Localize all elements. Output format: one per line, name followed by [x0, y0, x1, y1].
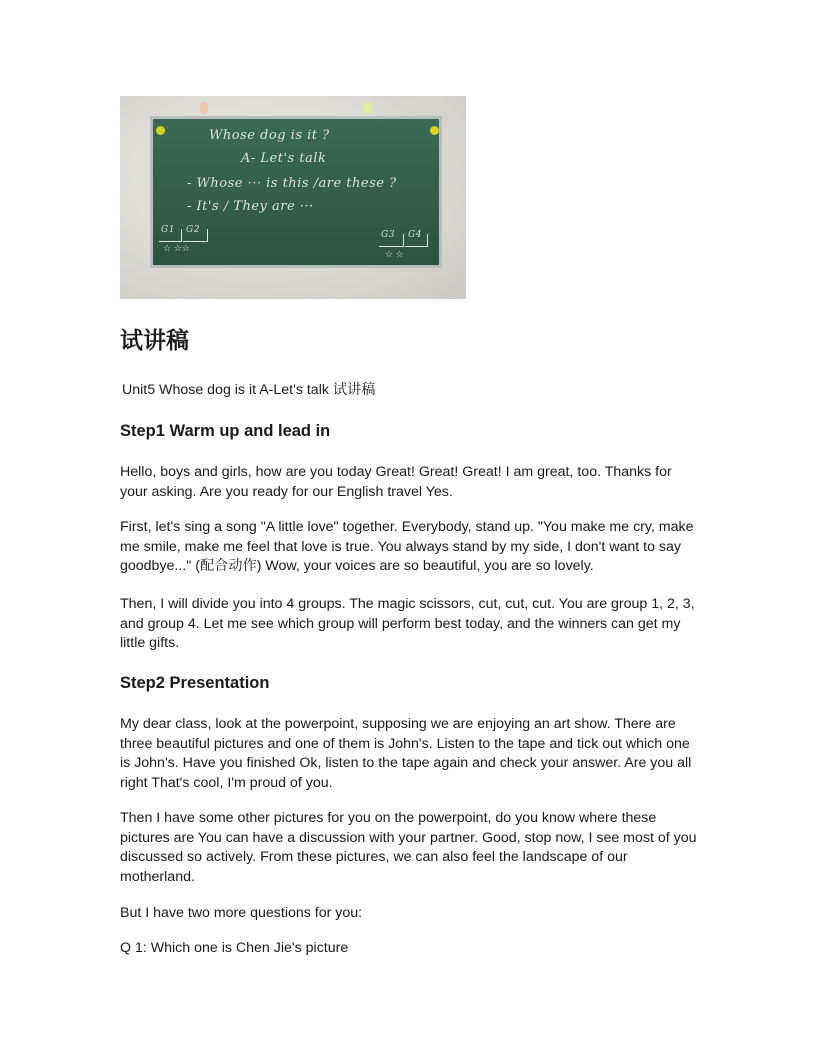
- paragraph: My dear class, look at the powerpoint, supposing we are enjoying an art show. There are three beautiful pictures and one of them is John's. Listen to the tape and tick out which one is John's. Have you finished Ok, listen to the tape again and check your answer. Are you all right That's cool, I'm proud of you.: [120, 716, 692, 791]
- paragraph: Then, I will divide you into 4 groups. The magic scissors, cut, cut, cut. You are group 1, 2, 3, and group 4. Let me see which group will perform best today, and the winners can get my little gifts.: [120, 596, 695, 652]
- score-marks-right: ☆ ☆: [385, 249, 404, 259]
- group-label-g3: G3: [381, 230, 395, 240]
- magnet-right: [430, 126, 439, 135]
- group-label-g1: G1: [161, 225, 175, 235]
- page-title: 试讲稿: [120, 328, 189, 354]
- blackboard-photo: [120, 96, 466, 299]
- board-line-1: Whose dog is it ?: [209, 128, 330, 143]
- lesson-subtitle: Unit5 Whose dog is it A-Let's talk 试讲稿: [122, 382, 376, 398]
- board-line-3: - Whose ··· is this /are these ?: [187, 176, 397, 191]
- section-heading-step1: Step1 Warm up and lead in: [120, 422, 331, 440]
- section-heading-step2: Step2 Presentation: [120, 674, 270, 692]
- paragraph: Q 1: Which one is Chen Jie's picture: [120, 940, 349, 956]
- clip-left: [200, 102, 208, 114]
- score-marks-left: ☆ ☆☆: [163, 243, 190, 253]
- magnet-left: [156, 126, 165, 135]
- paragraph: But I have two more questions for you:: [120, 905, 363, 921]
- group-label-g4: G4: [408, 230, 422, 240]
- clip-right: [364, 102, 372, 114]
- paragraph: First, let's sing a song "A little love" together. Everybody, stand up. "You make me cry, make me smile, make me feel that love is true. You always stand by my side, I don't want to say goodbye..." (配合动作) Wow, your voices are so beautiful, you are so lovely.: [120, 519, 694, 575]
- board-line-4: - It's / They are ···: [187, 199, 314, 214]
- blackboard: [150, 116, 442, 268]
- board-line-2: A- Let's talk: [241, 151, 327, 166]
- paragraph: Hello, boys and girls, how are you today Great! Great! Great! I am great, too. Thanks for your asking. Are you ready for our English travel Yes.: [120, 464, 672, 500]
- paragraph: Then I have some other pictures for you on the powerpoint, do you know where these pictures are You can have a discussion with your partner. Good, stop now, I see most of you discussed so actively. From these pictures, we can also feel the landscape of our motherland.: [120, 810, 697, 885]
- group-label-g2: G2: [186, 225, 200, 235]
